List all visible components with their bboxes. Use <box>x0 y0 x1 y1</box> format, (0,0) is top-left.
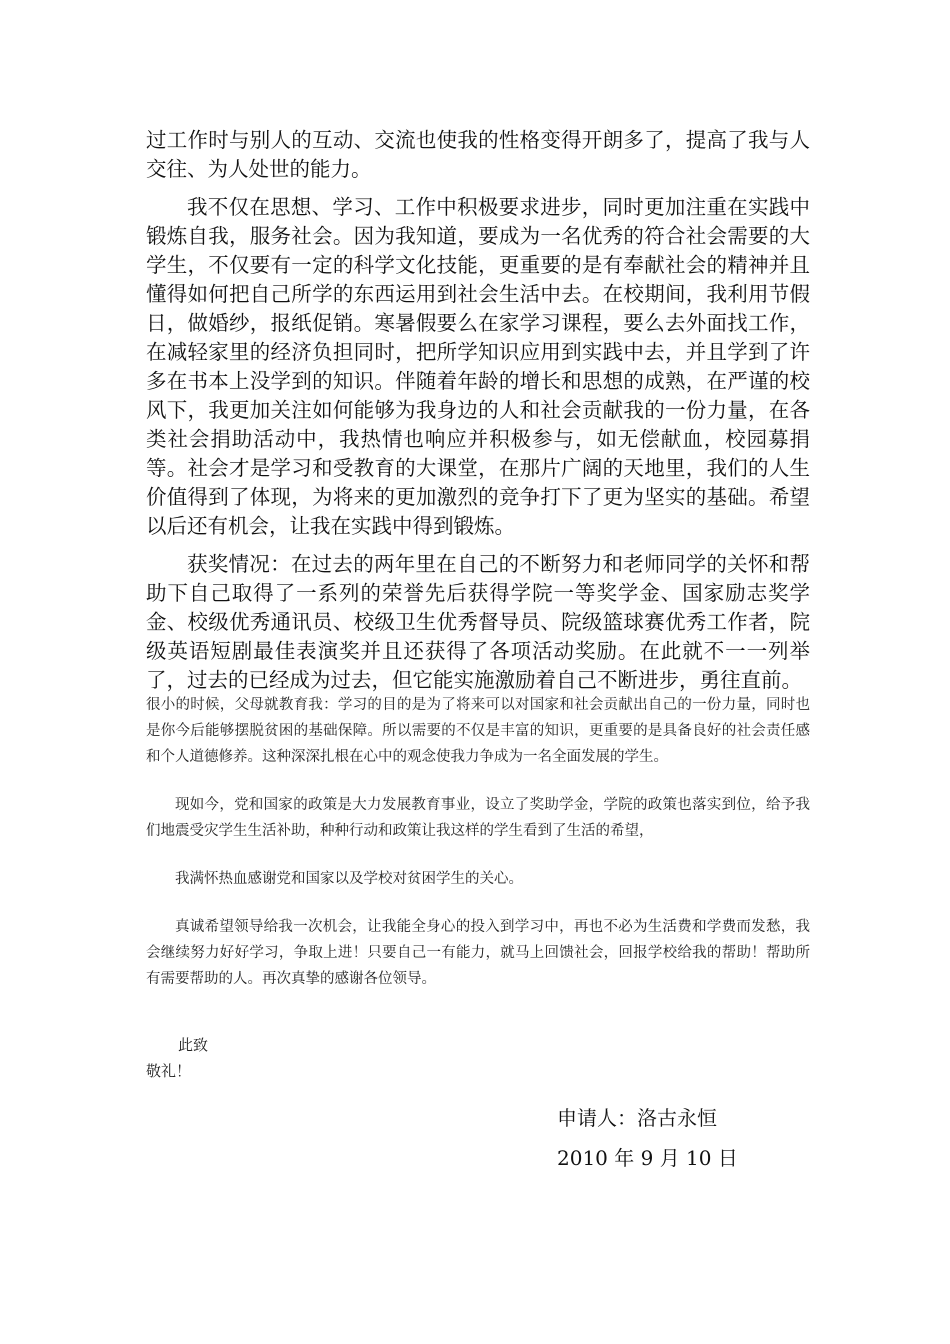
applicant-name: 申请人：洛古永恒 <box>557 1106 717 1130</box>
closing-line-jingli: 敬礼！ <box>146 1062 192 1080</box>
body-paragraph-2: 我不仅在思想、学习、工作中积极要求进步，同时更加注重在实践中锻炼自我，服务社会。因为我知道，要成为一名优秀的符合社会需要的大学生，不仅要有一定的科学文化技能，更重要的是有奉献社会的精神并且懂得如何把自己所学的东西运用到社会生活中去。在校期间，我利用节假日，做婚纱，报纸促销。寒暑假要么在家学习课程，要么去外面找工作，在减轻家里的经济负担同时，把所学知识应用到实践中去，并且学到了许多在书本上没学到的知识。伴随着年龄的增长和思想的成熟，在严谨的校风下，我更加关注如何能够为我身边的人和社会贡献我的一份力量，在各类社会捐助活动中，我热情也响应并积极参与，如无偿献血，校园募捐等。社会才是学习和受教育的大课堂，在那片广阔的天地里，我们的人生价值得到了体现，为将来的更加激烈的竞争打下了更为坚实的基础。希望以后还有机会，让我在实践中得到锻炼。 <box>146 195 810 538</box>
body-paragraph-3-awards: 获奖情况：在过去的两年里在自己的不断努力和老师同学的关怀和帮助下自己取得了一系列的荣誉先后获得学院一等奖学金、国家励志奖学金、校级优秀通讯员、校级卫生优秀督导员、院级篮球赛优秀工作者，院级英语短剧最佳表演奖并且还获得了各项活动奖励。在此就不一一列举了，过去的已经成为过去，但它能实施激励着自己不断进步，勇往直前。 <box>146 552 810 692</box>
closing-line-cizhi: 此致 <box>178 1036 209 1054</box>
signature-block <box>557 1100 738 1176</box>
small-paragraph-1: 很小的时候，父母就教育我：学习的目的是为了将来可以对国家和社会贡献出自己的一份力量，同时也是你今后能够摆脱贫困的基础保障。所以需要的不仅是丰富的知识，更重要的是具备良好的社会责任感和个人道德修养。这种深深扎根在心中的观念使我力争成为一名全面发展的学生。 <box>146 697 810 765</box>
body-paragraph-1: 过工作时与别人的互动、交流也使我的性格变得开朗多了，提高了我与人交往、为人处世的能力。 <box>146 128 810 181</box>
signature-date: 2010 年 9 月 10 日 <box>557 1146 738 1170</box>
closing-salutation <box>146 1032 208 1084</box>
small-text-section <box>146 692 810 992</box>
small-paragraph-2: 现如今，党和国家的政策是大力发展教育事业，设立了奖助学金，学院的政策也落实到位，给予我们地震受灾学生生活补助，种种行动和政策让我这样的学生看到了生活的希望， <box>146 797 810 839</box>
small-paragraph-3: 我满怀热血感谢党和国家以及学校对贫困学生的关心。 <box>175 871 523 887</box>
small-paragraph-4: 真诚希望领导给我一次机会，让我能全身心的投入到学习中，再也不必为生活费和学费而发愁，我会继续努力好好学习，争取上进！只要自己一有能力，就马上回馈社会，回报学校给我的帮助！帮助所有需要帮助的人。再次真挚的感谢各位领导。 <box>146 919 810 987</box>
main-body <box>146 126 810 704</box>
